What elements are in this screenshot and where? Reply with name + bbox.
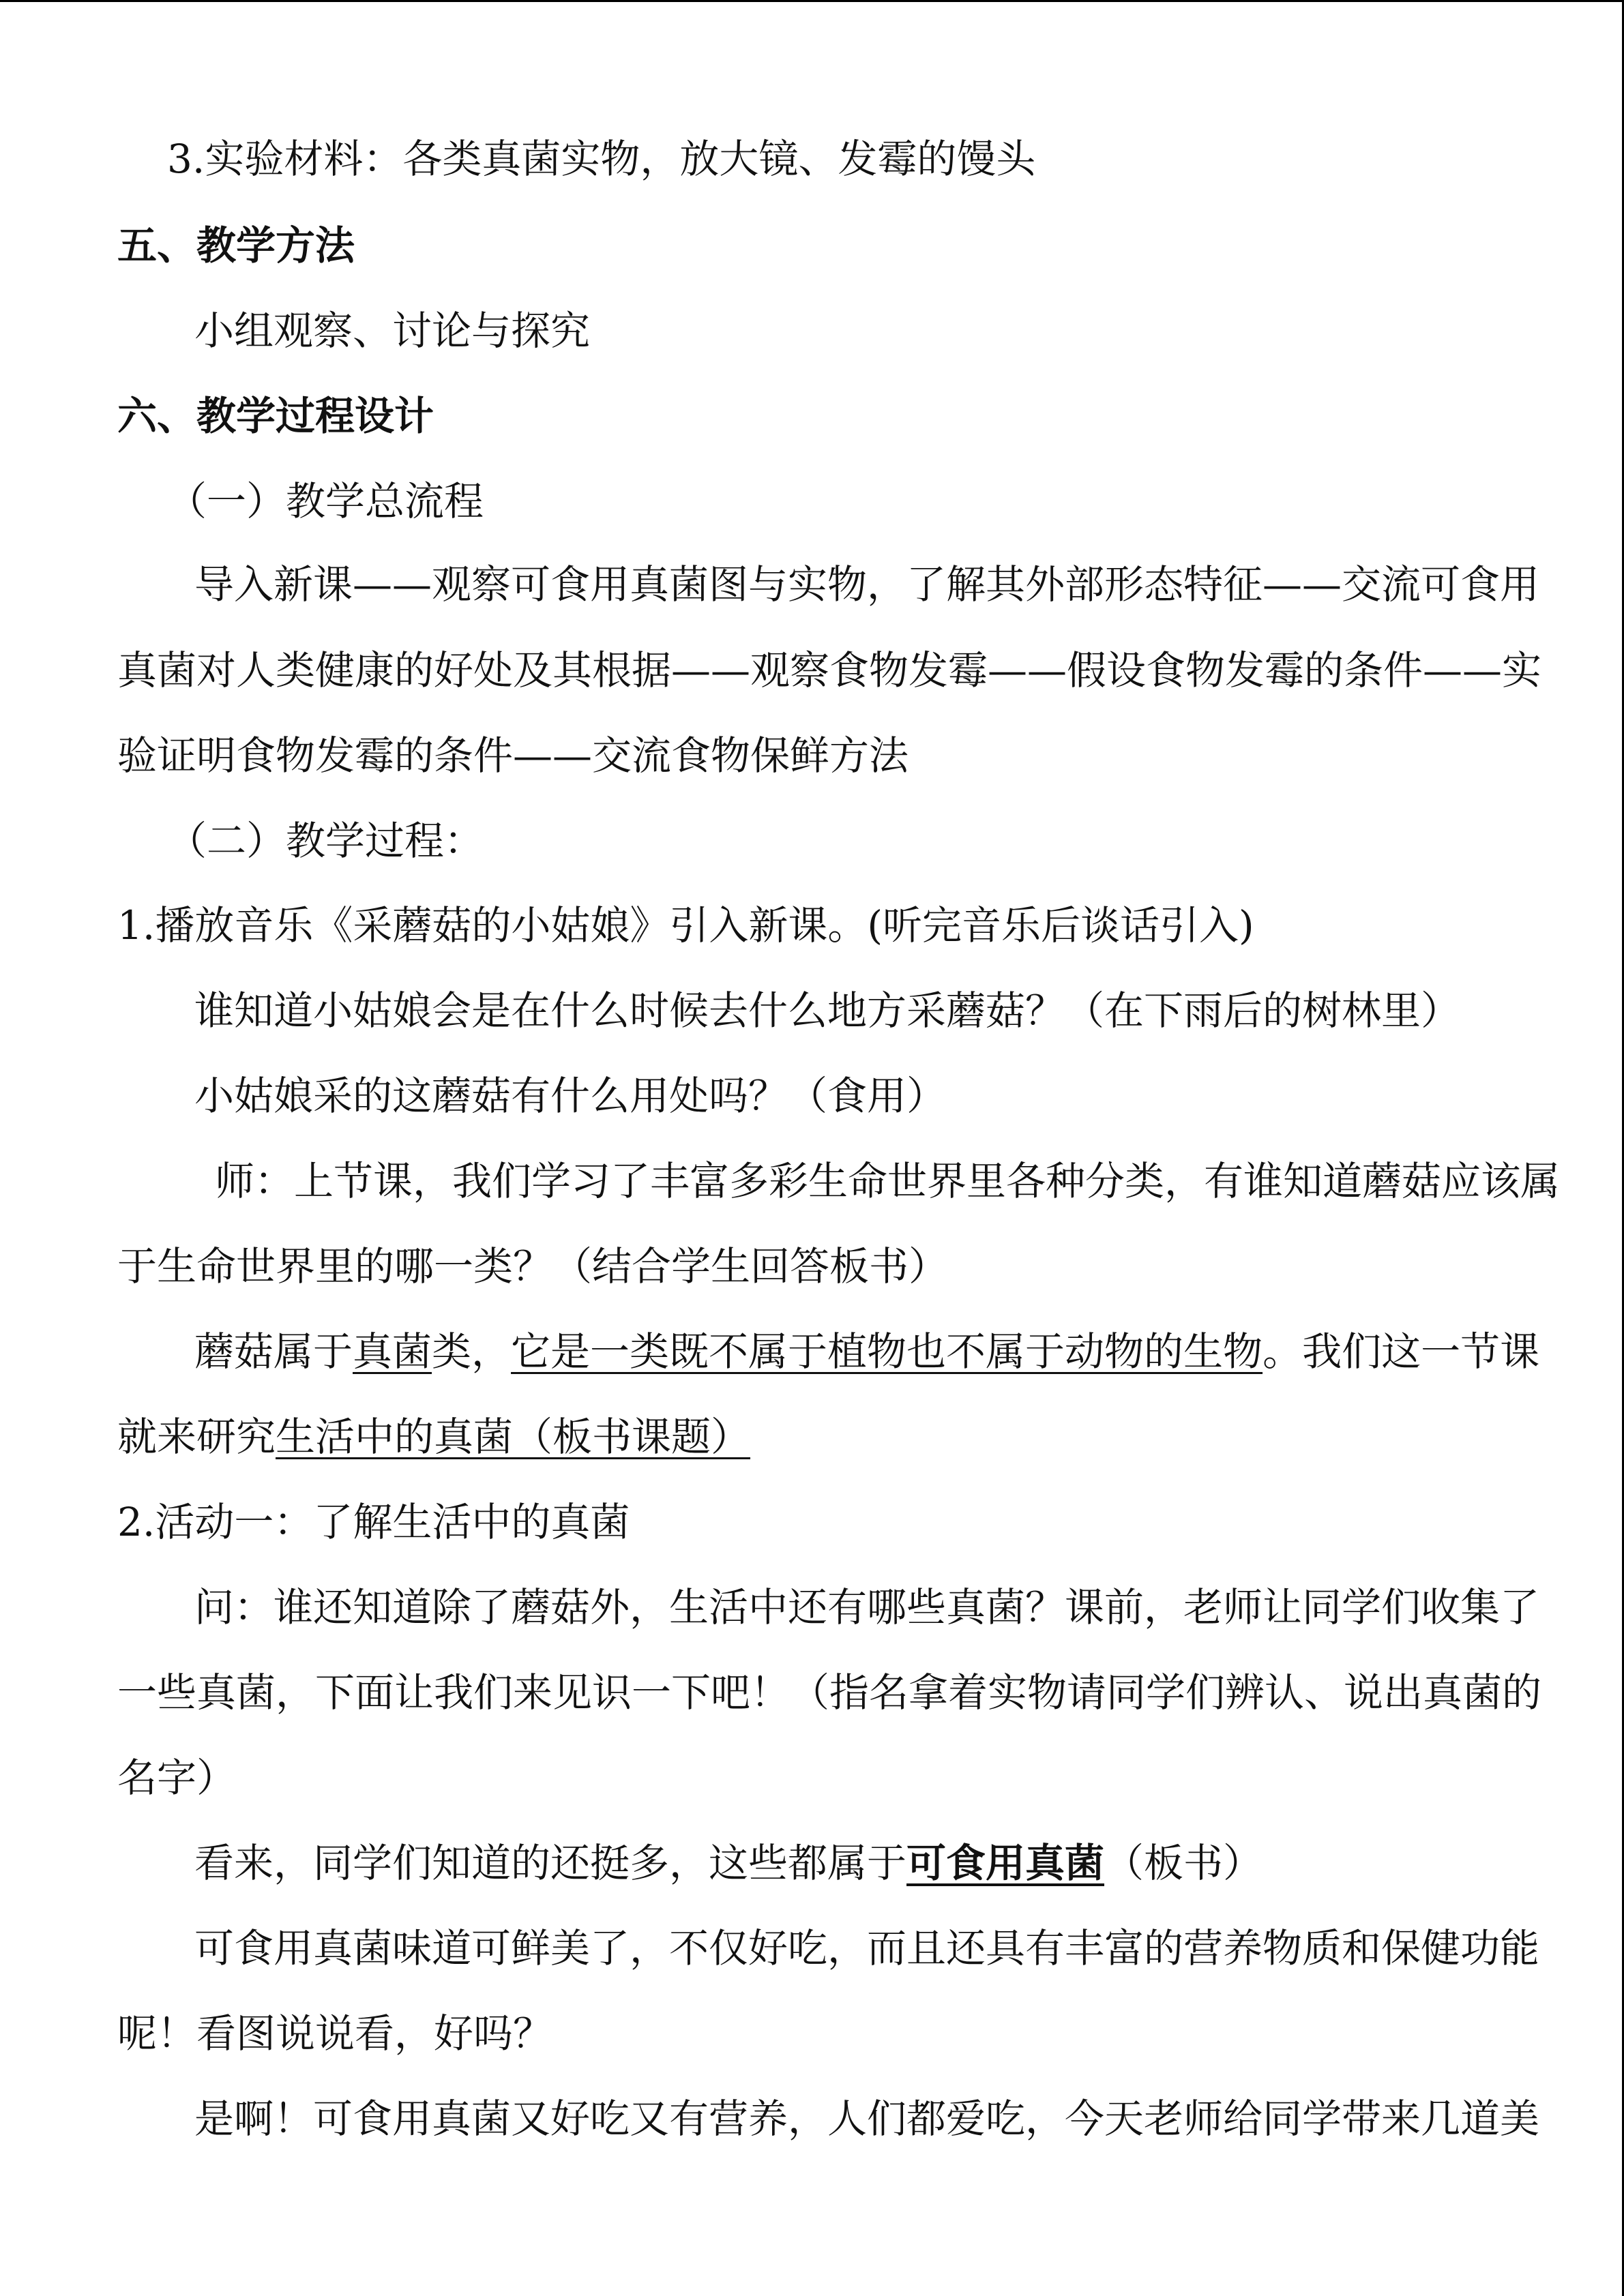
step-1-line: 1.播放音乐《采蘑菇的小姑娘》引入新课。(听完音乐后谈话引入)	[117, 902, 1254, 949]
research-text-a: 就来研究	[117, 1414, 276, 1460]
mushroom-paragraph-line-1	[194, 1328, 1586, 1375]
underlined-fungi: 真菌	[353, 1328, 432, 1375]
question-1: 谁知道小姑娘会是在什么时候去什么地方采蘑菇？（在下雨后的树林里）	[194, 987, 1461, 1034]
edible-line-2: 呢！看图说说看，好吗？	[117, 2010, 553, 2057]
underlined-edible-fungi: 可食用真菌	[906, 1840, 1105, 1886]
flow-line-3: 验证明食物发霉的条件——交流食物保鲜方法	[117, 732, 909, 779]
ask-line-2: 一些真菌，下面让我们来见识一下吧！（指名拿着实物请同学们辨认、说出真菌的	[117, 1669, 1542, 1716]
underlined-lesson-title: 生活中的真菌（板书课题）	[276, 1414, 751, 1460]
flow-line-2: 真菌对人类健康的好处及其根据——观察食物发霉——假设食物发霉的条件——实	[117, 647, 1542, 694]
page-top-border	[0, 0, 1624, 2]
mushroom-text-b: 类，	[432, 1328, 512, 1375]
subsection-1-heading: （一）教学总流程	[167, 478, 484, 524]
mushroom-text-a: 蘑菇属于	[194, 1328, 353, 1375]
ask-line-1: 问：谁还知道除了蘑菇外，生活中还有哪些真菌？课前，老师让同学们收集了	[194, 1584, 1540, 1630]
teacher-line-1: 师：上节课，我们学习了丰富多彩生命世界里各种分类，有谁知道蘑菇应该属	[215, 1158, 1561, 1204]
section-5-heading: 五、教学方法	[117, 222, 355, 269]
section-6-heading: 六、教学过程设计	[117, 393, 434, 439]
flow-line-1: 导入新课——观察可食用真菌图与实物，了解其外部形态特征——交流可食用	[194, 561, 1540, 608]
step-2-line: 2.活动一：了解生活中的真菌	[117, 1499, 630, 1545]
seem-text-b: （板书）	[1104, 1840, 1263, 1886]
seem-line	[194, 1839, 1586, 1887]
underlined-definition: 它是一类既不属于植物也不属于动物的生物	[511, 1328, 1263, 1375]
question-2: 小姑娘采的这蘑菇有什么用处吗？（食用）	[194, 1073, 947, 1119]
section-5-body: 小组观察、讨论与探究	[194, 308, 591, 354]
teacher-line-2: 于生命世界里的哪一类？（结合学生回答板书）	[117, 1243, 949, 1289]
mushroom-paragraph-line-2	[117, 1413, 1509, 1461]
ask-line-3: 名字）	[117, 1755, 237, 1801]
materials-line: 3.实验材料：各类真菌实物，放大镜、发霉的馒头	[167, 136, 1036, 182]
seem-text-a: 看来，同学们知道的还挺多，这些都属于	[194, 1840, 907, 1886]
subsection-2-heading: （二）教学过程：	[167, 818, 484, 864]
edible-line-1: 可食用真菌味道可鲜美了，不仅好吃，而且还具有丰富的营养物质和保健功能	[194, 1925, 1540, 1971]
closing-line: 是啊！可食用真菌又好吃又有营养，人们都爱吃，今天老师给同学带来几道美	[194, 2096, 1540, 2142]
mushroom-text-c: 。我们这一节课	[1263, 1328, 1540, 1375]
